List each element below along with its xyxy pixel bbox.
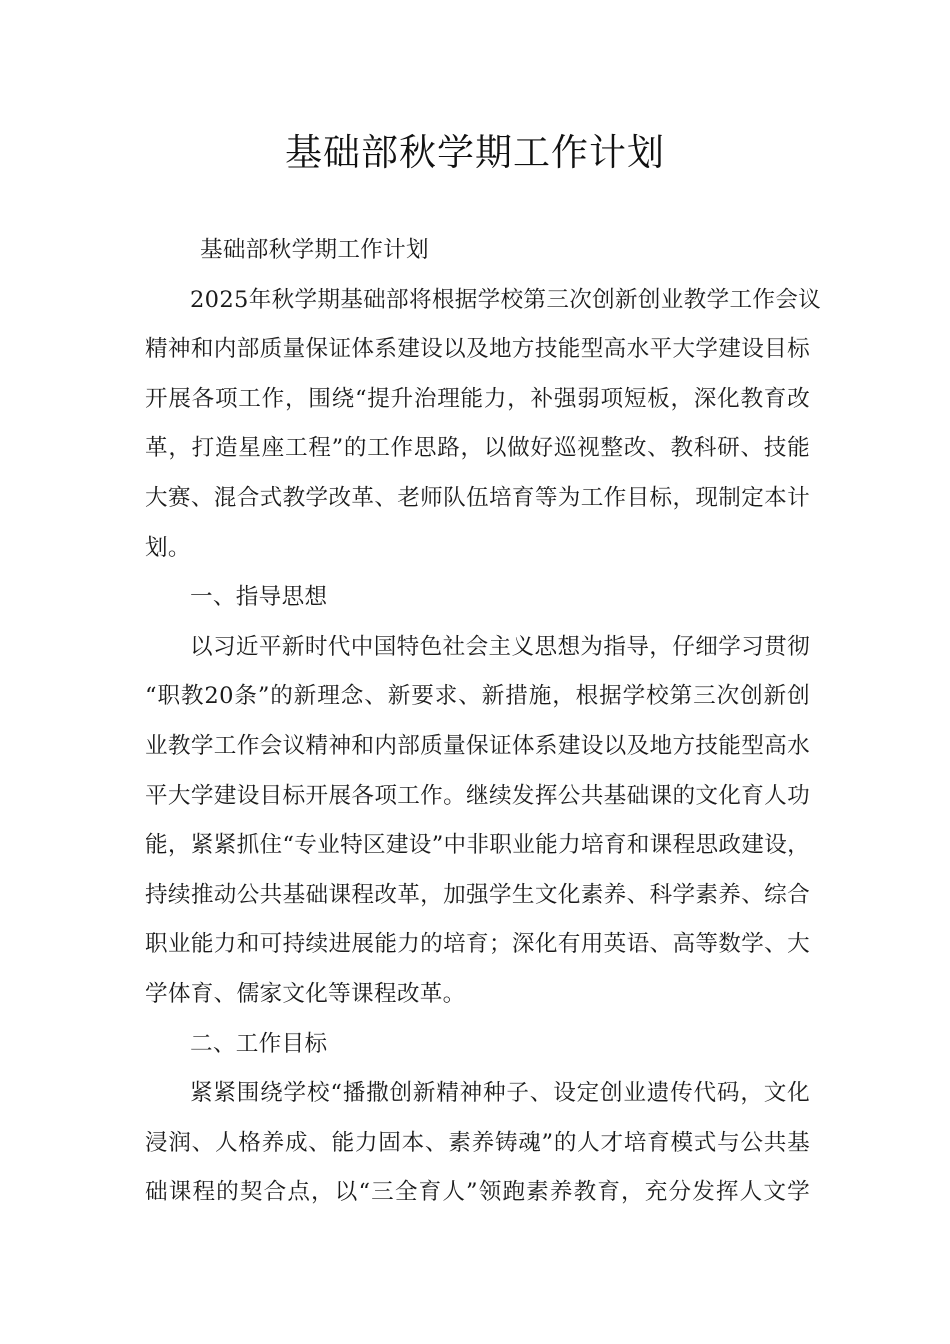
paragraph-line: 2025年秋学期基础部将根据学校第三次创新创业教学工作会议 (190, 286, 822, 313)
paragraph-line: 革，打造星座工程”的工作思路，以做好巡视整改、教科研、技能 (145, 435, 810, 462)
paragraph-line: 能，紧紧抓住“专业特区建设”中非职业能力培育和课程思政建设， (145, 832, 810, 859)
section-heading: 二、工作目标 (190, 1030, 328, 1057)
paragraph-line: 紧紧围绕学校“播撒创新精神种子、设定创业遗传代码，文化 (190, 1080, 810, 1107)
paragraph-line: 学体育、儒家文化等课程改革。 (145, 980, 466, 1007)
paragraph-line: 浸润、人格养成、能力固本、素养铸魂”的人才培育模式与公共基 (145, 1129, 810, 1156)
subtitle-line: 基础部秋学期工作计划 (200, 237, 429, 263)
paragraph-line: 大赛、混合式教学改革、老师队伍培育等为工作目标，现制定本计 (145, 484, 810, 511)
paragraph-line: “职教20条”的新理念、新要求、新措施，根据学校第三次创新创 (145, 683, 810, 710)
paragraph-line: 划。 (145, 534, 191, 561)
document-title: 基础部秋学期工作计划 (285, 131, 665, 174)
document-body (145, 232, 822, 1224)
paragraph-line: 开展各项工作，围绕“提升治理能力，补强弱项短板，深化教育改 (145, 385, 810, 412)
paragraph-line: 础课程的契合点，以“三全育人”领跑素养教育，充分发挥人文学 (145, 1179, 810, 1206)
paragraph-line: 持续推动公共基础课程改革，加强学生文化素养、科学素养、综合 (145, 881, 810, 908)
paragraph-line: 精神和内部质量保证体系建设以及地方技能型高水平大学建设目标 (145, 336, 810, 363)
paragraph-line: 平大学建设目标开展各项工作。继续发挥公共基础课的文化育人功 (145, 782, 810, 809)
paragraph-line: 业教学工作会议精神和内部质量保证体系建设以及地方技能型高水 (145, 732, 810, 759)
paragraph-line: 以习近平新时代中国特色社会主义思想为指导，仔细学习贯彻 (190, 633, 810, 660)
paragraph-line: 职业能力和可持续进展能力的培育；深化有用英语、高等数学、大 (145, 931, 810, 958)
section-heading: 一、指导思想 (190, 584, 328, 611)
